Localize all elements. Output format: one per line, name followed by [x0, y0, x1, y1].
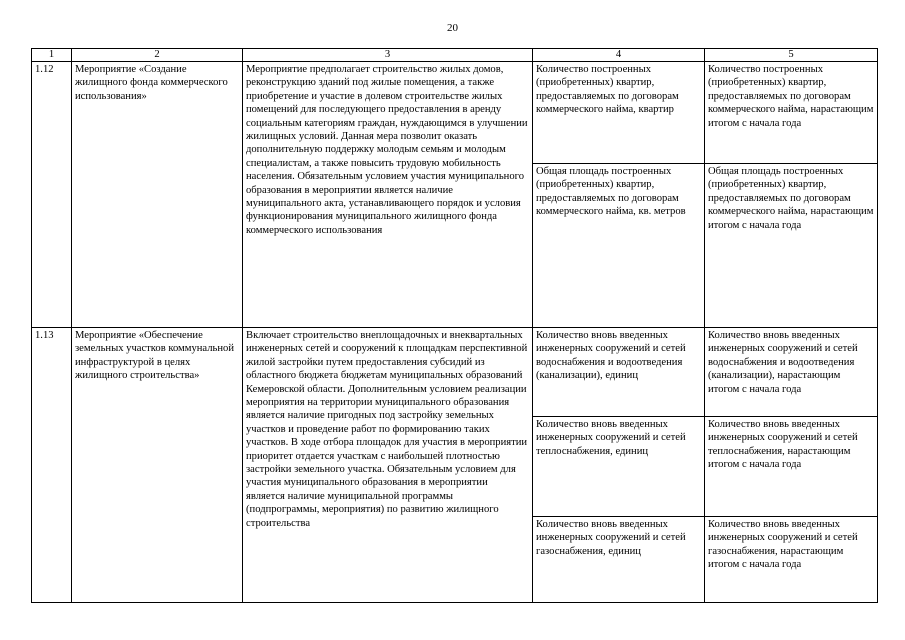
indicator-cell: Количество построенных (приобретенных) квартир, предоставляемых по договорам коммерческого найма, квартир: [533, 62, 705, 164]
indicator-cell: Количество вновь введенных инженерных сооружений и сетей теплоснабжения, единиц: [533, 417, 705, 517]
indicator-cell: Количество вновь введенных инженерных сооружений и сетей теплоснабжения, нарастающим итогом с начала года: [705, 417, 878, 517]
indicator-cell: Количество вновь введенных инженерных сооружений и сетей газоснабжения, нарастающим итогом с начала года: [705, 517, 878, 603]
measure-name: Мероприятие «Обеспечение земельных участков коммунальной инфраструктурой в целях жилищного строительства»: [72, 328, 243, 603]
indicator-cell: Количество вновь введенных инженерных сооружений и сетей водоснабжения и водоотведения (канализации), единиц: [533, 328, 705, 417]
row-number: 1.12: [32, 62, 72, 328]
indicator-cell: Общая площадь построенных (приобретенных) квартир, предоставляемых по договорам коммерческого найма, нарастающим итогом с начала года: [705, 164, 878, 328]
table-row: [32, 328, 878, 417]
table-row: [32, 62, 878, 164]
indicator-cell: Количество вновь введенных инженерных сооружений и сетей газоснабжения, единиц: [533, 517, 705, 603]
indicator-cell: Общая площадь построенных (приобретенных) квартир, предоставляемых по договорам коммерческого найма, кв. метров: [533, 164, 705, 328]
column-number: 5: [705, 49, 878, 62]
indicator-cell: Количество вновь введенных инженерных сооружений и сетей водоснабжения и водоотведения (канализации), нарастающим итогом с начала года: [705, 328, 878, 417]
column-number: 4: [533, 49, 705, 62]
row-number: 1.13: [32, 328, 72, 603]
measure-description: Мероприятие предполагает строительство жилых домов, реконструкцию зданий под жилые помещения, а также приобретение и участие в долевом строительстве жилых помещений для последующего предоставления в аренду социальным категориям граждан, нуждающимся в улучшении жилищных условий. Данная мера позволит оказать дополнительную поддержку молодым семьям и молодым специалистам, а также повысить трудовую мобильность населения. Обязательным условием участия муниципального образования в мероприятии является наличие муниципального акта, устанавливающего порядок и условия функционирования муниципального жилищного фонда коммерческого использования: [243, 62, 533, 328]
indicator-cell: Количество построенных (приобретенных) квартир, предоставляемых по договорам коммерческого найма, нарастающим итогом с начала года: [705, 62, 878, 164]
column-number: 1: [32, 49, 72, 62]
column-number: 2: [72, 49, 243, 62]
column-number-row: [32, 49, 878, 62]
measure-name: Мероприятие «Создание жилищного фонда коммерческого использования»: [72, 62, 243, 328]
measure-description: Включает строительство внеплощадочных и внеквартальных инженерных сетей и сооружений к площадкам перспективной жилой застройки путем предоставления субсидий из областного бюджета бюджетам муниципальных образований Кемеровской области. Дополнительным условием реализации мероприятия на территории муниципального образования является наличие пригодных под застройку земельных участков и проведение работ по формированию таких участков. В ходе отбора площадок для участия в мероприятии приоритет отдается участкам с наибольшей плотностью застройки земельного участка. Обязательным условием для участия муниципального образования в мероприятии является наличие муниципальной программы (подпрограммы, мероприятия) по развитию жилищного строительства: [243, 328, 533, 603]
page-number: 20: [447, 22, 458, 34]
column-number: 3: [243, 49, 533, 62]
measures-table: [31, 48, 878, 603]
